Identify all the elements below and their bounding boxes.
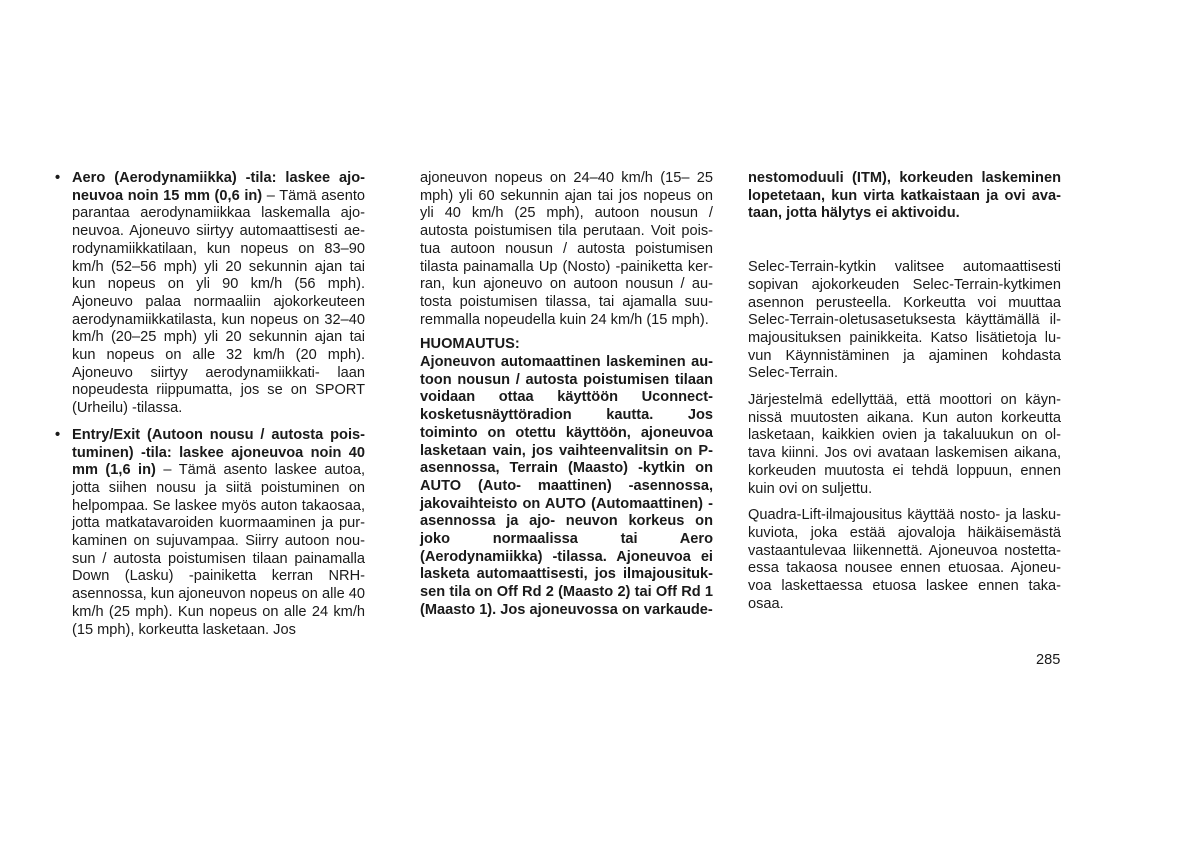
paragraph-quadra-lift: Quadra-Lift-ilmajousitus käyttää nosto- ja lasku- kuviota, joka estää ajovaloja häikäisemästä vastaantulevaa liikennettä. Ajoneuvoa nostetta- essa takaosa nousee ennen etuosaa. Ajoneu- voa laskettaessa etuosa laskee ennen taka- osaa. xyxy=(748,507,1061,612)
list-item-term: Entry/Exit (Autoon nousu / autosta pois- tuminen) -tila: laskee ajoneuvoa noin 40 mm (1,6 in) xyxy=(72,426,365,479)
note-heading: HUOMAUTUS: xyxy=(420,336,520,353)
list-item-text: – Tämä asento parantaa aerodynamiikkaa laskemalla ajo- neuvoa. Ajoneuvo siirtyy automaattisesti ae- rodynamiikkatilaan, kun nopeus on 83–90 km/h (52–56 mph) yli 20 sekunnin ajan tai kun nopeus on yli 90 km/h (56 mph). Ajoneuvo palaa normaaliin ajokorkeuteen aerodynamiikkatilasta, kun nopeus on 32–40 km/h (20–25 mph) yli 20 sekunnin ajan tai kun nopeus on alle 32 km/h (20 mph). Ajoneuvo siirtyy aerodynamiikkati- laan nopeudesta riippumatta, jos se on SPORT (Urheilu) -tilassa. xyxy=(72,187,366,417)
list-item-aero-mode xyxy=(55,170,366,418)
list-item-term: Aero (Aerodynamiikka) -tila: laskee ajo- neuvoa noin 15 mm (0,6 in) xyxy=(72,170,365,204)
left-column xyxy=(55,170,366,639)
list-item-entry-exit-mode xyxy=(55,426,365,639)
paragraph-system-requirements: Järjestelmä edellyttää, että moottori on käyn- nissä muutosten aikana. Kun auton korkeutta lasketaan, kaikkien ovien ja takaluukun on ol- tava kiinni. Jos ovi avataan laskemisen aikana, korkeuden muutosta ei tehdä loppuun, ennen kuin ovi on suljettu. xyxy=(748,392,1061,497)
middle-column xyxy=(420,170,713,620)
paragraph-selec-terrain: Selec-Terrain-kytkin valitsee automaattisesti sopivan ajokorkeuden Selec-Terrain-kytkimen asennon perusteella. Korkeutta voi muuttaa Selec-Terrain-oletusasetuksesta käyttämällä il- majousituksen painikkeita. Katso lisätietoja lu- vun Käynnistäminen ja ajaminen kohdasta Selec-Terrain. xyxy=(748,259,1061,382)
bullet-icon: • xyxy=(55,170,61,186)
bullet-icon: • xyxy=(55,426,61,443)
note-continuation: nestomoduuli (ITM), korkeuden laskeminen lopetetaan, kun virta katkaistaan ja ovi ava- taan, jotta hälytys ei aktivoidu. xyxy=(748,170,1061,222)
list-item-text: – Tämä asento laskee autoa, jotta siihen nousu ja siitä poistuminen on helpompaa. Se laskee myös auton takaosaa, jotta matkatavaroiden kuormaaminen ja pur- kaminen on sujuvampaa. Siirry autoon nou- sun / autosta poistumisen tilaan painamalla Down (Lasku) -painiketta kerran NRH- asennossa, kun ajoneuvon nopeus on alle 40 km/h (25 mph). Kun nopeus on alle 24 km/h (15 mph), korkeutta lasketaan. Jos xyxy=(72,462,365,638)
right-column xyxy=(748,170,1061,613)
page-number: 285 xyxy=(1036,652,1061,668)
note-body: Ajoneuvon automaattinen laskeminen au- toon nousun / autosta poistumisen tilaan voidaan ottaa käyttöön Uconnect- kosketusnäyttöradion kautta. Jos toiminto on otettu käyttöön, ajoneuvoa lasketaan vain, jos vaihteenvalitsin on P-asennossa, Terrain (Maasto) -kytkin on AUTO (Auto- maattinen) -asennossa, jakovaihteisto on AUTO (Automaattinen) -asennossa ja ajo- neuvon korkeus on joko normaalissa tai Aero (Aerodynamiikka) -tilassa. Ajoneuvoa ei lasketa automaattisesti, jos ilmajousituk- sen tila on Off Rd 2 (Maasto 2) tai Off Rd 1 (Maasto 1). Jos ajoneuvossa on varkaude- xyxy=(420,354,713,618)
continuation-paragraph: ajoneuvon nopeus on 24–40 km/h (15– 25 mph) yli 60 sekunnin ajan tai jos nopeus on yli 40 km/h (25 mph), autoon nousun / autosta poistumisen tila perutaan. Voit pois- tua autoon nousun / autosta poistumisen tilasta painamalla Up (Nosto) -painiketta ker- ran, kun ajoneuvo on autoon nousun / au- tosta poistumisen tilassa, tai ajamalla suu- remmalla nopeudella kuin 24 km/h (15 mph). xyxy=(420,170,713,328)
